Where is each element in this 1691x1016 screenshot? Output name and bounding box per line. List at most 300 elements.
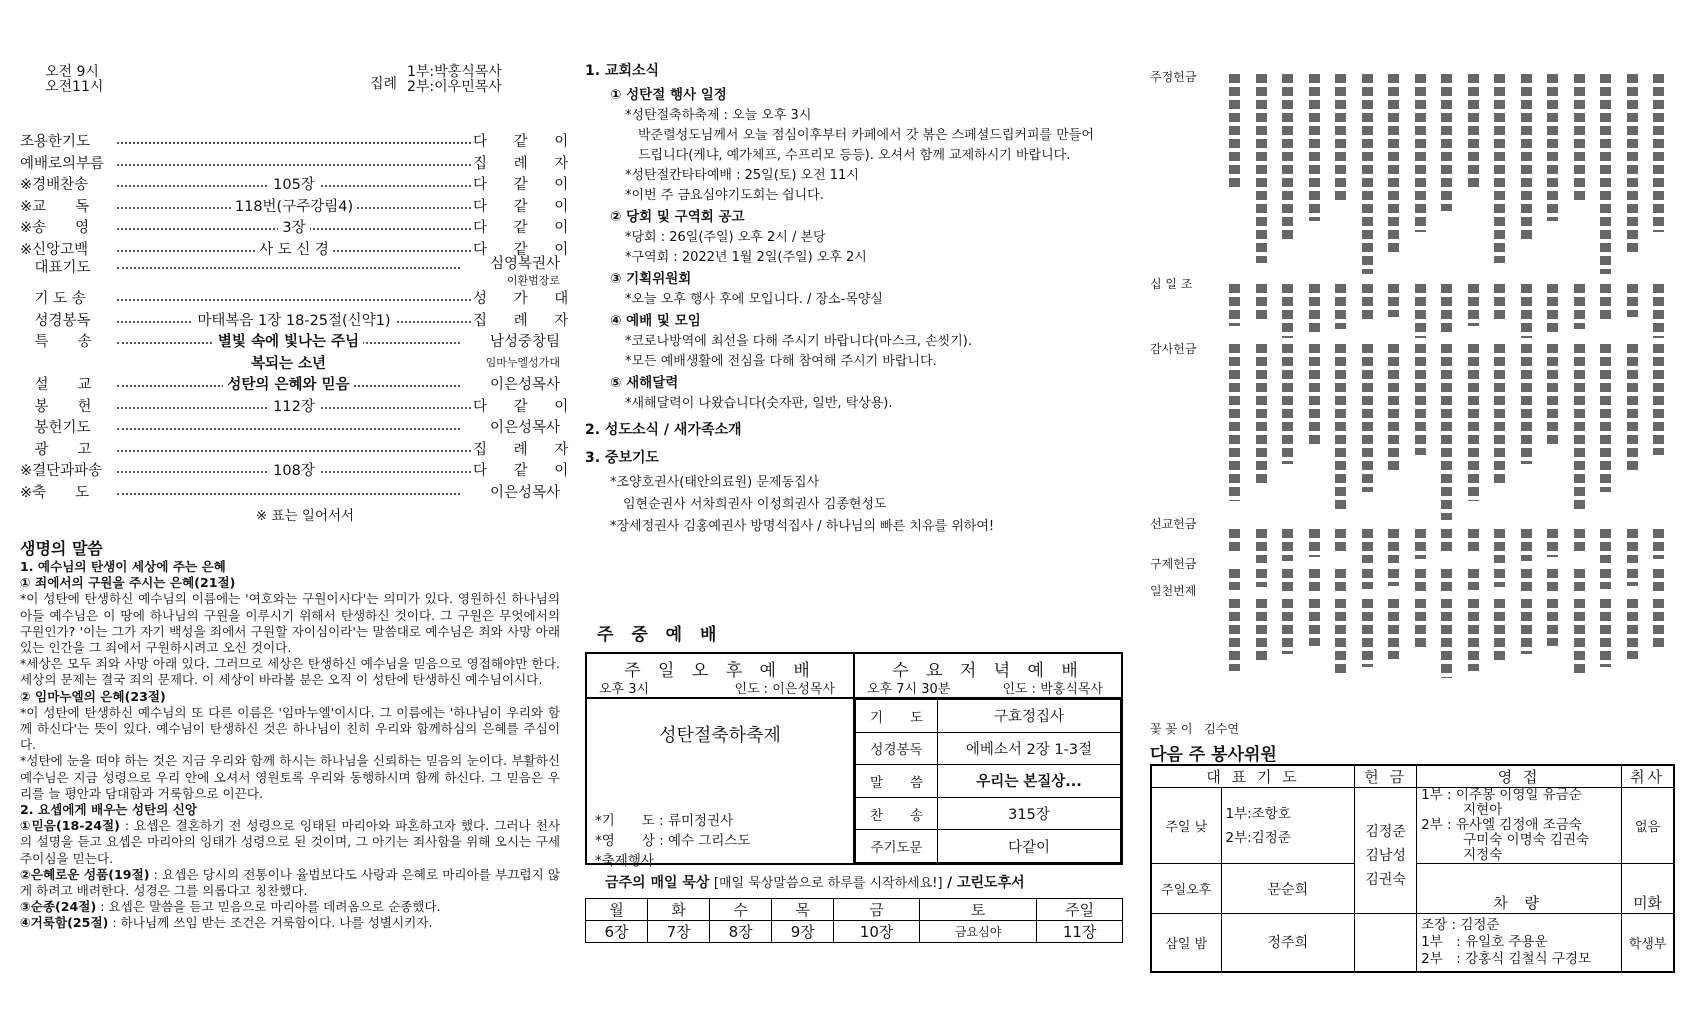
sermon-heading: ①믿음(18-24절) xyxy=(20,818,120,834)
order-content: 105장 xyxy=(269,173,319,194)
order-leader: 남성중창팀 xyxy=(489,334,560,351)
wed-row-value: 구효정집사 xyxy=(938,700,1121,733)
order-content: 112장 xyxy=(269,395,319,416)
row-sun-pm: 주일오후 xyxy=(1151,864,1221,914)
day-name: 화 xyxy=(648,899,710,921)
order-item xyxy=(115,287,473,309)
offering-name-column xyxy=(1411,70,1431,680)
offering-column xyxy=(1150,60,1675,1000)
car-header: 차 량 xyxy=(1417,864,1622,914)
day-chapter: 금요심야 xyxy=(919,921,1036,943)
prayer-line: 임현순권사 서차희권사 이성희권사 김종현성도 xyxy=(610,497,887,512)
offering-name-block xyxy=(1441,284,1452,332)
sermon-paragraph xyxy=(20,591,560,656)
order-label: ※교 독 xyxy=(20,198,90,215)
offering-name-block xyxy=(1388,284,1399,317)
offering-name-column xyxy=(1437,70,1457,680)
offering-name-block xyxy=(1282,344,1293,464)
offering-name-block xyxy=(1335,344,1346,511)
worship-order-column xyxy=(20,60,580,1000)
order-leader: 이환범장로 xyxy=(506,274,560,287)
day-chapter: 9장 xyxy=(772,921,834,943)
sermon-text: : 요셉은 당시의 전통이나 율법보다도 사랑과 은혜로 마리아를 부끄럽지 않게 하려고 배려한다. 성경은 그를 의롭다고 칭찬했다. xyxy=(20,866,560,899)
flower-label: 꽃 꽂 이 xyxy=(1150,722,1193,736)
volunteers-table xyxy=(1150,764,1675,973)
lead-label: 집례 xyxy=(370,76,398,92)
offering-name-block xyxy=(1256,284,1267,320)
day-chapter: 6장 xyxy=(586,921,648,943)
offering-name-column xyxy=(1358,70,1378,680)
news-line: *성탄절축하축제 : 오늘 오후 3시 xyxy=(625,108,812,123)
order-label: ※신앙고백 xyxy=(20,241,89,258)
offering-name-block xyxy=(1388,74,1399,253)
order-leader: 이은성목사 xyxy=(489,420,560,437)
wed-row-value: 315장 xyxy=(938,797,1121,830)
order-row xyxy=(20,256,560,276)
sermon-text: : 요셉은 말씀을 듣고 믿음으로 마리아를 데려옴으로 순종했다. xyxy=(96,899,441,915)
offering-name-block xyxy=(1600,74,1611,274)
offering-name-block xyxy=(1229,599,1240,671)
order-leader: 다 같 이 xyxy=(473,241,580,258)
offering-name-block xyxy=(1574,569,1585,592)
greet-2: 2부 : 유사엘 김정애 조금숙 xyxy=(1421,817,1582,833)
order-item xyxy=(115,459,473,481)
offering-name-column xyxy=(1490,70,1510,680)
offering-name-block xyxy=(1415,569,1426,593)
order-label: ※축 도 xyxy=(20,484,90,501)
order-leader: 집 례 자 xyxy=(473,155,580,172)
sermon-paragraph xyxy=(20,915,560,931)
order-label: ※송 영 xyxy=(20,220,90,237)
offering-name-block xyxy=(1494,569,1505,587)
col-offering: 헌 금 xyxy=(1355,765,1417,788)
order-of-worship xyxy=(20,130,580,502)
news-item-title: ④ 예배 및 모임 xyxy=(610,313,701,329)
offering-name-column xyxy=(1623,70,1643,680)
sermon-text: *세상은 모두 죄와 사망 아래 있다. 그러므로 세상은 탄생하신 예수님을 믿음으로 영접해야만 한다. 세상의 문제는 결국 죄의 문제다. 이 세상이 바라볼 분은 오직 이 성탄에 탄생하신 예수님이시다. xyxy=(20,656,560,688)
day-name: 수 xyxy=(710,899,772,921)
offering-name-block xyxy=(1547,74,1558,221)
sermon-heading: ④거룩함(25절) xyxy=(20,915,109,931)
news-item-title: ① 성탄절 행사 일정 xyxy=(610,87,727,103)
order-leader: 성 가 대 xyxy=(473,291,580,308)
offering-type-label: 감사헌금 xyxy=(1150,342,1197,356)
offering-name-column xyxy=(1278,70,1298,680)
news-line: *코로나방역에 최선을 다해 주시기 바랍니다(마스크, 손씻기). xyxy=(625,334,972,349)
midweek-title: 주 중 예 배 xyxy=(597,625,723,645)
car-2: 1부 : 유일호 주용운 xyxy=(1421,933,1548,950)
offering-name-block xyxy=(1574,599,1585,676)
news-line: *당회 : 26일(주일) 오후 2시 / 본당 xyxy=(625,230,826,245)
offering-name-block xyxy=(1441,74,1452,211)
wed-row-label: 찬 송 xyxy=(856,797,938,830)
order-row xyxy=(20,395,580,417)
order-row xyxy=(20,152,580,174)
offering-name-block xyxy=(1494,344,1505,483)
offering-name-block xyxy=(1521,599,1532,654)
offering-name-block xyxy=(1547,529,1558,557)
offering-name-block xyxy=(1600,569,1611,589)
greet-2b: 구미숙 이명숙 김권숙 xyxy=(1463,832,1590,848)
order-label: 성경봉독 xyxy=(20,312,91,329)
offering-name-block xyxy=(1362,599,1373,667)
offering-name-block xyxy=(1388,569,1399,586)
order-row xyxy=(20,273,560,287)
offering-name-block xyxy=(1415,284,1426,338)
wed-row-value: 우리는 본질상... xyxy=(938,765,1121,798)
offering-name-block xyxy=(1521,284,1532,338)
offering-name-block xyxy=(1415,529,1426,559)
order-leader: 다 같 이 xyxy=(473,134,580,151)
row-wed-night: 삼일 밤 xyxy=(1151,914,1221,972)
news-title: 1. 교회소식 xyxy=(585,63,660,79)
news-line: *오늘 오후 행사 후에 모입니다. / 장소-목양실 xyxy=(625,292,883,307)
offering-name-block xyxy=(1309,344,1320,446)
prayer-1: 1부:조항호 xyxy=(1225,805,1291,822)
event-name: 성탄절축하축제 xyxy=(659,725,781,746)
midweek-box xyxy=(585,652,1123,869)
order-content: 118번(구주강림4) xyxy=(231,195,357,216)
church-news xyxy=(585,60,1125,538)
order-item xyxy=(115,259,462,273)
offering-name-block xyxy=(1547,569,1558,593)
order-item xyxy=(115,152,473,174)
order-content: 성탄의 은혜와 믿음 xyxy=(223,373,353,394)
worship-header xyxy=(20,60,560,130)
lead-1: 1부:박홍식목사 xyxy=(407,64,502,80)
order-item xyxy=(115,481,462,503)
order-content: 사 도 신 경 xyxy=(255,238,333,259)
offering-name-column xyxy=(1517,70,1537,680)
order-label: 예배로의부름 xyxy=(20,155,105,172)
col-greeting: 영 접 xyxy=(1417,765,1622,788)
event-program: *축제행사 xyxy=(595,853,654,869)
sermon-heading: ②은혜로운 성품(19절) xyxy=(20,866,150,882)
order-content: 3장 xyxy=(278,216,309,237)
order-leader: 임마누엘성가대 xyxy=(485,356,560,370)
order-item xyxy=(115,216,473,238)
offering-name-block xyxy=(1441,344,1452,520)
offering-name-block xyxy=(1547,284,1558,335)
sermon-text: : 하나님께 쓰임 받는 조건은 거룩함이다. 나를 성별시키자. xyxy=(108,915,433,931)
wed-order-table xyxy=(855,699,1121,863)
offering-name-block xyxy=(1335,284,1346,329)
order-row xyxy=(20,438,580,460)
order-label: 봉헌기도 xyxy=(20,420,91,437)
order-row xyxy=(20,173,580,195)
order-item xyxy=(115,395,473,417)
intercession-title: 3. 중보기도 xyxy=(585,450,660,466)
order-content: 108장 xyxy=(269,459,319,480)
prayer-pm: 문순희 xyxy=(1221,864,1355,914)
clean-team: 학생부 xyxy=(1622,914,1674,972)
sermon-text: *이 성탄에 탄생하신 예수님의 또 다른 이름은 '임마누엘'이시다. 그 이름에는 '하나님이 우리와 함께 하신다'는 뜻이 있다. 예수님이 탄생하신 것은 하나님이 친히 우리와 함께하심의 은혜를 주심이다. xyxy=(20,704,561,753)
offering-type-label: 구제헌금 xyxy=(1150,557,1197,571)
offering-name-column xyxy=(1570,70,1590,680)
offering-name-block xyxy=(1282,599,1293,654)
order-leader: 이은성목사 xyxy=(489,377,560,394)
offering-name-block xyxy=(1415,344,1426,455)
offering-name-block xyxy=(1415,74,1426,232)
event-video: *영 상 : 예수 그리스도 xyxy=(595,833,751,849)
order-leader: 집 례 자 xyxy=(473,441,580,458)
daily-title: 금주의 매일 묵상 xyxy=(605,875,710,891)
offering-name-block xyxy=(1282,569,1293,593)
order-item xyxy=(115,416,462,438)
daily-subtitle: [매일 묵상말씀으로 하루를 시작하세요!] xyxy=(713,876,943,891)
offering-name-block xyxy=(1256,599,1267,663)
offering-name-block xyxy=(1229,529,1240,551)
offering-name-block xyxy=(1468,344,1479,501)
offering-name-block xyxy=(1309,599,1320,646)
offering-name-block xyxy=(1256,74,1267,263)
order-content: 복되는 소년 xyxy=(247,352,330,373)
day-chapter: 7장 xyxy=(648,921,710,943)
order-label: 기 도 송 xyxy=(20,291,86,308)
offering-name-block xyxy=(1627,74,1638,253)
greet-2c: 지정숙 xyxy=(1463,847,1503,863)
order-label: 대표기도 xyxy=(20,259,91,276)
offering-type-label: 선교헌금 xyxy=(1150,517,1197,531)
offering-name-block xyxy=(1521,569,1532,593)
offering-name-block xyxy=(1335,529,1346,553)
sun-title: 주 일 오 후 예 배 xyxy=(624,661,816,681)
offering-name-block xyxy=(1362,344,1373,492)
flower-name: 김수연 xyxy=(1204,722,1240,736)
offering-type-label: 주정헌금 xyxy=(1150,70,1197,84)
sermon-heading: ② 임마누엘의 은혜(23절) xyxy=(20,688,166,704)
offering-name-block xyxy=(1574,284,1585,329)
prayer-2: 2부:김정준 xyxy=(1225,829,1291,846)
day-name: 월 xyxy=(586,899,648,921)
order-leader: 심영복권사 xyxy=(489,256,560,272)
wed-row-value: 에베소서 2장 1-3절 xyxy=(938,732,1121,765)
wed-row-label: 말 씀 xyxy=(856,765,938,798)
order-item xyxy=(115,330,462,352)
standing-note: ※ 표는 일어서서 xyxy=(255,508,355,524)
day-name: 금 xyxy=(834,899,920,921)
offering-name-column xyxy=(1596,70,1616,680)
order-label: 봉 헌 xyxy=(20,398,92,415)
offering-name-block xyxy=(1627,569,1638,586)
offering-name-block xyxy=(1441,569,1452,593)
daily-reading-table xyxy=(585,898,1123,943)
sermon-paragraph xyxy=(20,867,560,899)
daily-meditation-header xyxy=(605,872,1025,892)
order-label: 광 고 xyxy=(20,441,92,458)
offering-name-block xyxy=(1627,599,1638,659)
order-leader: 집 례 자 xyxy=(473,312,580,329)
sermon-paragraph xyxy=(20,802,560,818)
order-label: 조용한기도 xyxy=(20,134,91,151)
offering-name-block xyxy=(1335,599,1346,676)
order-leader: 다 같 이 xyxy=(473,463,580,480)
sermon-paragraph xyxy=(20,575,560,591)
order-leader: 다 같 이 xyxy=(473,398,580,415)
offering-name-block xyxy=(1574,74,1585,200)
offering-labels xyxy=(1150,60,1225,710)
wed-row-label: 성경봉독 xyxy=(856,732,938,765)
greet-1: 1부 : 이주봉 이영일 유금순 xyxy=(1421,787,1582,803)
news-item-title: ② 당회 및 구역회 공고 xyxy=(610,209,745,225)
offering-name-block xyxy=(1521,529,1532,561)
news-item-title: ⑤ 새해달력 xyxy=(610,375,679,391)
offering-name-block xyxy=(1521,344,1532,464)
offering-name-block xyxy=(1388,529,1399,563)
offering-name-column xyxy=(1305,70,1325,680)
offering-name-block xyxy=(1362,284,1373,323)
order-row xyxy=(20,481,560,503)
news-line: *새해달력이 나왔습니다(숫자판, 일반, 탁상용). xyxy=(625,396,893,411)
news-line: *구역회 : 2022년 1월 2일(주일) 오후 2시 xyxy=(625,250,867,265)
news-line: *모든 예배생활에 전심을 다해 참여해 주시기 바랍니다. xyxy=(625,354,937,369)
volunteers-title: 다음 주 봉사위원 xyxy=(1150,745,1277,765)
news-line: *성탄절칸타타예배 : 25일(토) 오전 11시 xyxy=(625,168,859,183)
clean-header: 미화 xyxy=(1622,864,1674,914)
offering-type-label: 십 일 조 xyxy=(1150,277,1193,291)
offering-name-block xyxy=(1600,344,1611,492)
offering-names-grid xyxy=(1225,70,1675,690)
offering-name-block xyxy=(1362,569,1373,589)
offering-name-block xyxy=(1653,284,1664,338)
offering-name-block xyxy=(1309,569,1320,593)
offering-name-block xyxy=(1388,599,1399,659)
order-leader: 다 같 이 xyxy=(473,220,580,237)
news-item-title: ③ 기획위원회 xyxy=(610,271,692,287)
service-time-2: 오전11시 xyxy=(45,79,104,95)
offering-name-block xyxy=(1547,599,1558,646)
sermon-paragraph xyxy=(20,656,560,688)
order-item xyxy=(115,352,462,374)
offering-name-block xyxy=(1494,74,1505,263)
offering-name-column xyxy=(1331,70,1351,680)
offering-name-block xyxy=(1415,599,1426,650)
offering-name-column xyxy=(1464,70,1484,680)
offering-name-block xyxy=(1441,529,1452,555)
order-content: 별빛 속에 빛나는 주님 xyxy=(214,330,363,351)
wed-time: 오후 7시 30분 xyxy=(867,682,951,697)
order-row xyxy=(20,352,560,374)
offering-name-block xyxy=(1256,344,1267,483)
news-line: 드립니다(케냐, 예가체프, 수프리모 등등). 오셔서 함께 교제하시기 바랍니다. xyxy=(625,148,1071,163)
offering-name-block xyxy=(1653,569,1664,593)
offering-name-block xyxy=(1627,344,1638,474)
order-label: ※결단과파송 xyxy=(20,463,103,480)
order-row xyxy=(20,459,580,481)
prayer-line: *조양호권사(태안의료원) 문제동집사 xyxy=(610,475,820,490)
order-leader: 다 같 이 xyxy=(473,198,580,215)
prayer-line: *장세정권사 김홍예권사 방명석집사 / 하나님의 빠른 치유를 위하여! xyxy=(610,519,995,534)
order-leader: 다 같 이 xyxy=(473,177,580,194)
offering-name-block xyxy=(1229,344,1240,501)
order-content: 마태복음 1장 18-25절(신약1) xyxy=(193,309,394,330)
order-item xyxy=(115,195,473,217)
offering-name-block xyxy=(1441,599,1452,678)
offering-name-block xyxy=(1229,569,1240,590)
offering-name-block xyxy=(1653,529,1664,559)
wed-title: 수 요 저 녁 예 배 xyxy=(892,661,1084,681)
prayer-wed: 정주희 xyxy=(1221,914,1355,972)
offering-name-block xyxy=(1468,599,1479,671)
offering-name-column xyxy=(1384,70,1404,680)
offering-name-column xyxy=(1225,70,1245,680)
offering-name-block xyxy=(1309,74,1320,221)
offering-name-block xyxy=(1627,284,1638,317)
day-chapter: 11장 xyxy=(1037,921,1123,943)
offering-name-block xyxy=(1309,529,1320,557)
sun-lead: 인도 : 이은성목사 xyxy=(734,682,835,697)
sermon-paragraph xyxy=(20,559,560,575)
wed-lead: 인도 : 박홍식목사 xyxy=(1002,682,1103,697)
offering-name-block xyxy=(1282,74,1293,242)
offering-name-block xyxy=(1494,529,1505,563)
offering-name-block xyxy=(1335,74,1346,200)
sermon-paragraph xyxy=(20,753,560,802)
offering-name-block xyxy=(1521,74,1532,242)
offering-name-block xyxy=(1600,284,1611,323)
order-row xyxy=(20,416,560,438)
wed-row-value: 다같이 xyxy=(938,830,1121,863)
greet-1b: 지현아 xyxy=(1463,802,1503,818)
order-row xyxy=(20,287,580,309)
offering-name-block xyxy=(1600,529,1611,563)
offering-name-block xyxy=(1574,529,1585,553)
day-chapter: 8장 xyxy=(710,921,772,943)
flower-row xyxy=(1150,720,1239,737)
sermon-heading: 2. 요셉에게 배우는 성탄의 신앙 xyxy=(20,802,198,818)
order-label: 특 송 xyxy=(20,334,92,351)
offering-name-block xyxy=(1335,569,1346,592)
offering-name-block xyxy=(1653,599,1664,650)
sermon-notes xyxy=(20,559,560,932)
sermon-heading: 1. 예수님의 탄생이 세상에 주는 은혜 xyxy=(20,559,226,574)
offering-name-block xyxy=(1574,344,1585,511)
wed-row-label: 기 도 xyxy=(856,700,938,733)
offering-name-block xyxy=(1282,284,1293,338)
notices-column xyxy=(585,60,1125,1000)
offering-name-block xyxy=(1547,344,1558,446)
offering-type-label: 일천번제 xyxy=(1150,584,1197,598)
lead-2: 2부:이우민목사 xyxy=(407,79,502,95)
car-1: 조장 : 김정준 xyxy=(1421,916,1500,933)
sermon-paragraph xyxy=(20,818,560,867)
offering-name-column xyxy=(1252,70,1272,680)
order-item xyxy=(115,438,473,460)
sermon-text: *이 성탄에 탄생하신 예수님의 이름에는 '여호와는 구원이시다'는 의미가 있다. 영원하신 하나님의 아들 예수님은 이 땅에 하나님의 구원을 이루시기 위해서 탄생하신 것이다. 그 구원은 무엇에서의 구원인가? '이는 그가 자기 백성을 죄에서 구원할 자이심이라'는 말씀대로 예수님은 죄와 사망 아래 있는 인간을 그 죄에서 구원하시려고 오신 것이다. xyxy=(20,591,560,656)
offering-name-block xyxy=(1468,284,1479,326)
offering-name-block xyxy=(1282,529,1293,561)
offering-name-block xyxy=(1468,74,1479,190)
order-row xyxy=(20,309,580,331)
offering-name-column xyxy=(1649,70,1669,680)
offering-name-block xyxy=(1229,74,1240,190)
day-name: 토 xyxy=(919,899,1036,921)
offering-name-block xyxy=(1653,74,1664,232)
offering-name-block xyxy=(1653,344,1664,455)
col-prayer: 대 표 기 도 xyxy=(1151,765,1355,788)
sermon-paragraph xyxy=(20,899,560,915)
offering-name-block xyxy=(1362,74,1373,274)
offering-name-block xyxy=(1494,599,1505,663)
order-item xyxy=(115,373,462,395)
sermon-title: 생명의 말씀 xyxy=(20,539,103,558)
order-row xyxy=(20,130,580,152)
day-name: 주일 xyxy=(1037,899,1123,921)
day-chapter: 10장 xyxy=(834,921,920,943)
sermon-paragraph xyxy=(20,689,560,705)
sermon-text: *성탄에 눈을 떠야 하는 것은 지금 우리와 함께 하시는 하나님을 신뢰하는 믿음의 눈이다. 부활하신 예수님은 지금 성령으로 우리 안에 오셔서 영원토록 우리와 동행하시며 함께 하신다. 그 믿음은 우리를 늘 평안과 담대함과 거룩함으로 이끈다. xyxy=(20,753,560,801)
sun-time: 오후 3시 xyxy=(599,682,650,697)
